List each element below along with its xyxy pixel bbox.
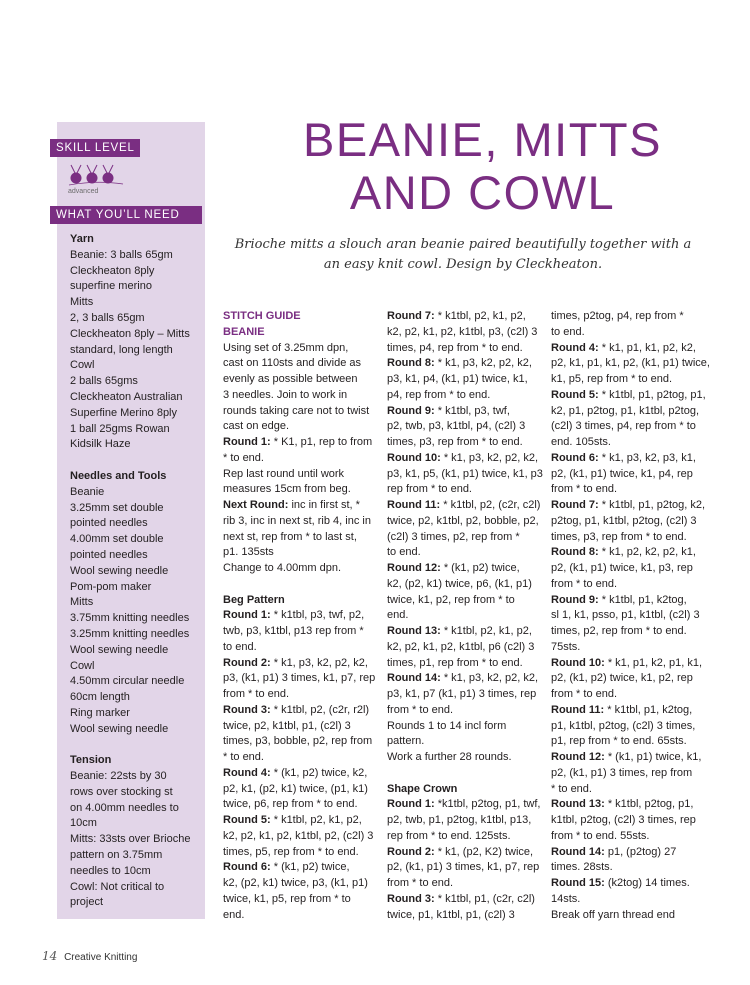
pattern-round [223,435,378,451]
pattern-line: p3, k1, p4, (k1, p1) twice, k1, [387,373,528,385]
round-label: Round 12: [387,562,441,574]
pattern-line: p4, rep from * to end. [387,388,491,401]
pattern-line: k1, p5, rep from * to end. [551,373,673,385]
pattern-line: to end. [387,546,421,559]
pattern-line: k2, (p2, k1) twice, p3, (k1, p1) [223,877,368,889]
page-title [215,113,750,219]
pattern-line: p2, k1, (p2, k1) twice, (p1, k1) [223,782,368,795]
title-line: BEANIE, MITTS [303,113,662,166]
round-instruction: * k1tbl, p1, p2tog, k2, [598,499,706,511]
materials-line: 4.00mm set double [70,533,164,546]
round-label: Round 8: [551,546,599,559]
pattern-round [387,797,545,813]
pattern-round [551,703,711,719]
pattern-line: cast on edge. [223,420,290,433]
page-number: 14 [42,949,58,963]
pattern-line: p3, k1, p7 (k1, p1) 3 times, rep [387,688,537,700]
pattern-round [551,750,711,766]
materials-line: Wool sewing needle [70,643,169,656]
pattern-line: from * to end. [551,688,618,700]
pattern-line: from * to end. 55sts. [551,829,650,842]
sub-heading: Shape Crown [387,782,458,795]
pattern-line: p1, rep from * to end. 65sts. [551,735,687,748]
round-instruction: * k1tbl, p1, p2tog, p1, [598,388,706,401]
pattern-line: end. [387,609,409,622]
round-instruction: * (k1, p2) twice, k2, [270,766,368,779]
round-label: Round 5: [223,814,271,826]
pattern-line: p2, twb, p3, k1tbl, p4, (c2l) 3 [387,420,526,433]
pattern-line: times, p4, rep from * to end. [387,341,523,354]
round-label: Round 6: [551,451,599,464]
pattern-line: p2, (k1, p1) twice, k1, p3, rep [551,562,693,574]
round-label: Round 2: [223,656,271,669]
pattern-line: times, p2, rep from * to end. [551,625,687,637]
yarn-ball-icons [67,163,127,187]
pattern-line: to end. [223,640,257,653]
pattern-line: next st, rep from * to last st, [223,530,357,543]
round-label: Round 2: [387,845,435,858]
round-label: Round 6: [223,861,271,874]
pattern-line: p2, (k1, p1) 3 times, rep from [551,766,693,779]
pattern-line: from * to end. [387,877,454,889]
materials-line: Mitts [70,596,94,609]
pattern-line: times, p2tog, p4, rep from * [551,310,684,322]
round-label: Round 11: [387,499,441,511]
materials-line: Beanie: 3 balls 65gm [70,248,173,261]
materials-line: 2 balls 65gms [70,375,138,388]
round-instruction: * k1tbl, p3, twf, [434,404,510,417]
pattern-round [387,451,545,467]
round-instruction: * k1, p3, k2, p2, k2, [434,357,532,370]
materials-line: standard, long length [70,343,173,356]
intro-text [228,235,698,275]
round-instruction: * k1tbl, p1, (c2r, c2l) [434,892,535,905]
materials-heading: Yarn [70,233,94,245]
pattern-line: p2, (k1, p1) twice, k1, p4, rep [551,467,693,480]
pattern-round [551,341,711,357]
materials-line: project [70,896,104,909]
materials-line: Beanie [70,485,105,498]
materials-line: 3.25mm set double [70,501,164,514]
sub-heading: Beg Pattern [223,593,285,606]
yarn-ball-icon [71,165,82,184]
round-instruction: * k1tbl, p1, k2tog, [598,593,687,606]
pattern-line: twice, k1, p2, rep from * to [387,593,515,606]
round-instruction: * k1, p2, k2, p2, k1, [598,546,696,559]
materials-line: 2, 3 balls 65gm [70,311,145,324]
pattern-line: rounds taking care not to twist [223,404,370,417]
materials-line: Ring marker [70,706,130,719]
round-label: Round 13: [387,625,441,637]
paragraph-gap [387,766,545,782]
pattern-round [387,404,545,420]
round-instruction: *k1tbl, p2tog, p1, twf, [434,798,541,811]
round-label: Round 11: [551,703,605,716]
pattern-line: k2, p2, k1, p2, k1tbl, p6 (c2l) 3 [387,640,535,653]
pattern-round [387,624,545,640]
pattern-line: times, p3, bobble, p2, rep from [223,735,373,748]
materials-line: needles to 10cm [70,864,151,877]
pattern-column-2 [387,309,545,923]
pattern-line: * to end. [551,782,592,795]
materials-line: Cleckheaton 8ply – Mitts [70,327,190,340]
round-label: Round 9: [551,593,599,606]
pattern-line: from * to end. [223,688,290,700]
pattern-round [223,860,378,876]
pattern-round [223,813,378,829]
round-instruction: * k1, p3, k2, p2, k2, [440,672,539,685]
round-instruction: * (k1, p2) twice, [270,861,350,874]
pattern-line: k1tbl, p2tog, (c2l) 3 times, rep [551,814,696,826]
pattern-line: twice, p2, k1tbl, p2, bobble, p2, [387,514,539,527]
section-heading: STITCH GUIDE [223,310,301,322]
round-instruction: p1, (p2tog) 27 [604,845,677,858]
materials-line: rows over stocking st [70,785,173,798]
round-label: Next Round: [223,499,289,511]
pattern-line: from * to end. [551,483,618,496]
round-label: Round 4: [551,341,599,354]
materials-line: 10cm [70,817,97,830]
materials-line: 60cm length [70,691,130,704]
pattern-line: Rounds 1 to 14 incl form [387,719,507,732]
pattern-line: * to end. [223,451,264,464]
materials-line: Superfine Merino 8ply [70,406,178,419]
round-label: Round 3: [223,703,271,716]
round-label: Round 1: [223,436,271,448]
round-label: Round 13: [551,798,605,811]
materials-line: on 4.00mm needles to [70,801,179,814]
section-heading: BEANIE [223,325,265,338]
skill-level-caption: advanced [68,188,99,195]
pattern-line: k2, (p2, k1) twice, p6, (k1, p1) [387,577,532,590]
pattern-line: k2, p1, p2tog, p1, k1tbl, p2tog, [551,404,699,417]
pattern-round [551,593,711,609]
materials-line: pointed needles [70,548,148,561]
materials-line: Kidsilk Haze [70,438,131,451]
pattern-round [387,892,545,908]
intro-line: an easy knit cowl. Design by Cleckheaton. [323,257,603,272]
pattern-line: (c2l) 3 times, p2, rep from * [387,530,520,543]
pattern-line: k2, p2, k1, p2, k1tbl, p2, (c2l) 3 [223,829,374,842]
round-instruction: * k1tbl, p3, twf, p2, [270,609,365,622]
pattern-line: times, p3, rep from * to end. [551,530,687,543]
pattern-round [551,797,711,813]
materials-line: Cowl [70,359,95,372]
round-instruction: inc in first st, * [288,499,360,511]
materials-line: Cowl [70,659,95,672]
pattern-line: p3, (k1, p1) 3 times, k1, p7, rep [223,672,376,685]
pattern-line: end. 105sts. [551,436,611,448]
materials-line: superfine merino [70,280,152,293]
pattern-line: to end. [551,325,585,338]
what-you-need-label: WHAT YOU’LL NEED [50,206,202,224]
round-instruction: * k1tbl, p2, (c2r, r2l) [270,703,370,716]
round-label: Round 1: [387,798,435,811]
round-instruction: * k1, p3, k2, p3, k1, [598,451,696,464]
pattern-line: Change to 4.00mm dpn. [223,562,342,574]
round-label: Round 4: [223,766,271,779]
pattern-line: * to end. [223,751,264,763]
pattern-line: twice, p2, k1tbl, p1, (c2l) 3 [223,719,351,732]
pattern-line: times, p1, rep from * to end. [387,656,523,669]
round-instruction: * k1, p3, k2, p2, k2, [270,656,368,669]
round-label: Round 7: [551,499,599,511]
pattern-line: k2, p2, k1, p2, k1tbl, p3, (c2l) 3 [387,325,538,338]
round-label: Round 8: [387,357,435,370]
pattern-line: end. [223,908,245,921]
pattern-line: from * to end. [551,577,618,590]
materials-heading: Needles and Tools [70,469,167,482]
pattern-line: sl 1, k1, psso, p1, k1tbl, (c2l) 3 [551,609,700,622]
materials-section [70,753,206,911]
pattern-round [223,498,378,514]
materials-line: pointed needles [70,517,148,530]
pattern-round [387,498,545,514]
materials-line: pattern on 3.75mm [70,849,163,862]
round-instruction: * k1tbl, p2, (c2r, c2l) [440,499,541,511]
intro-line: Brioche mitts a slouch aran beanie paired beautifully together with a [234,237,692,252]
round-label: Round 10: [551,656,605,669]
pattern-line: times, p5, rep from * to end. [223,845,359,858]
materials-heading: Tension [70,754,112,767]
pattern-round [387,309,545,325]
pattern-line: 14sts. [551,892,581,905]
pattern-line: rib 3, inc in next st, rib 4, inc in [223,514,371,527]
round-instruction: * k1, p1, k1, p2, k2, [598,341,696,354]
paragraph-gap [223,577,378,593]
round-label: Round 10: [387,451,441,464]
pattern-line: p2, (k1, p1) 3 times, k1, p7, rep [387,861,540,874]
round-label: Round 9: [387,404,435,417]
round-label: Round 12: [551,751,605,763]
materials-line: Cleckheaton Australian [70,390,183,403]
pattern-round [387,561,545,577]
pattern-round [223,766,378,782]
round-label: Round 1: [223,609,271,622]
pattern-line: (c2l) 3 times, p4, rep from * to [551,420,696,433]
pattern-line: Using set of 3.25mm dpn, [223,341,349,354]
pattern-line: twice, p1, k1tbl, p1, (c2l) 3 [387,908,515,921]
pattern-column-1 [223,309,378,923]
pattern-line: times. 28sts. [551,861,613,874]
pattern-round [387,845,545,861]
materials-line: Mitts [70,296,94,309]
round-label: Round 14: [551,845,605,858]
materials-line: Wool sewing needle [70,564,169,577]
pattern-round [551,876,711,892]
pattern-line: evenly as possible between [223,373,358,385]
round-instruction: * k1tbl, p2tog, p1, [604,798,694,811]
materials-line: Cleckheaton 8ply [70,264,155,277]
round-label: Round 7: [387,310,435,322]
pattern-line: measures 15cm from beg. [223,483,351,496]
round-instruction: * k1tbl, p1, k2tog, [604,703,693,716]
materials-line: 3.75mm knitting needles [70,612,190,625]
magazine-name: Creative Knitting [64,952,138,963]
materials-section [70,232,206,453]
materials-line: 4.50mm circular needle [70,675,185,688]
round-instruction: * k1tbl, p2, k1, p2, [440,625,532,637]
materials-line: Mitts: 33sts over Brioche [70,833,191,846]
pattern-line: twice, k1, p5, rep from * to [223,892,351,905]
pattern-line: cast on 110sts and divide as [223,357,361,370]
pattern-round [551,845,711,861]
materials-line: 1 ball 25gms Rowan [70,422,170,435]
title-line: AND COWL [349,166,616,219]
skill-level-label: SKILL LEVEL [50,139,140,157]
round-instruction: * K1, p1, rep to from [270,436,373,448]
pattern-round [387,671,545,687]
round-instruction: * k1tbl, p2, k1, p2, [270,814,362,826]
round-label: Round 15: [551,877,605,889]
pattern-line: Work a further 28 rounds. [387,751,512,763]
round-instruction: * k1, (p2, K2) twice, [434,845,534,858]
pattern-line: p2, (k1, p2) twice, k1, p2, rep [551,672,693,685]
round-instruction: * k1, p1, k2, p1, k1, [604,656,703,669]
round-instruction: (k2tog) 14 times. [604,877,690,889]
pattern-round [387,356,545,372]
round-instruction: * k1tbl, p2, k1, p2, [434,310,526,322]
pattern-line: p1, k1tbl, p2tog, (c2l) 3 times, [551,719,696,732]
pattern-line: from * to end. [387,703,454,716]
pattern-round [551,498,711,514]
materials-line: 3.25mm knitting needles [70,627,190,640]
pattern-round [551,545,711,561]
pattern-line: p2, twb, p1, p2tog, k1tbl, p13, [387,814,532,826]
materials-line: Cowl: Not critical to [70,880,165,893]
pattern-line: p2tog, p1, k1tbl, p2tog, (c2l) 3 [551,514,697,527]
pattern-round [223,703,378,719]
round-label: Round 3: [387,892,435,905]
pattern-round [223,608,378,624]
yarn-ball-icon [87,165,98,184]
pattern-line: twb, p3, k1tbl, p13 rep from * [223,625,364,637]
materials-section [70,469,206,738]
round-instruction: * k1, p3, k2, p2, k2, [440,451,539,464]
pattern-round [551,388,711,404]
round-instruction: * (k1, p1) twice, k1, [604,751,702,763]
pattern-round [551,451,711,467]
pattern-line: twice, p6, rep from * to end. [223,798,358,811]
pattern-line: times, p3, rep from * to end. [387,436,523,448]
pattern-round [551,656,711,672]
page-footer [42,949,137,963]
pattern-line: Break off yarn thread end [551,908,675,921]
pattern-line: Rep last round until work [223,467,345,480]
pattern-line: p2, k1, p1, k1, p2, (k1, p1) twice, [551,357,710,370]
pattern-line: p1. 135sts [223,546,274,559]
pattern-line: rep from * to end. [387,483,472,496]
materials-list [70,232,206,927]
pattern-round [223,656,378,672]
yarn-ball-icon [103,165,114,184]
round-label: Round 14: [387,672,441,685]
materials-line: Wool sewing needle [70,722,169,735]
round-instruction: * (k1, p2) twice, [440,562,520,574]
pattern-column-3 [551,309,711,923]
materials-line: Beanie: 22sts by 30 [70,770,167,783]
pattern-line: pattern. [387,735,425,748]
pattern-line: p3, k1, p5, (k1, p1) twice, k1, p3 [387,467,543,480]
pattern-line: 75sts. [551,640,581,653]
pattern-line: 3 needles. Join to work in [223,388,348,401]
pattern-line: rep from * to end. 125sts. [387,829,511,842]
round-label: Round 5: [551,388,599,401]
materials-line: Pom-pom maker [70,580,152,593]
